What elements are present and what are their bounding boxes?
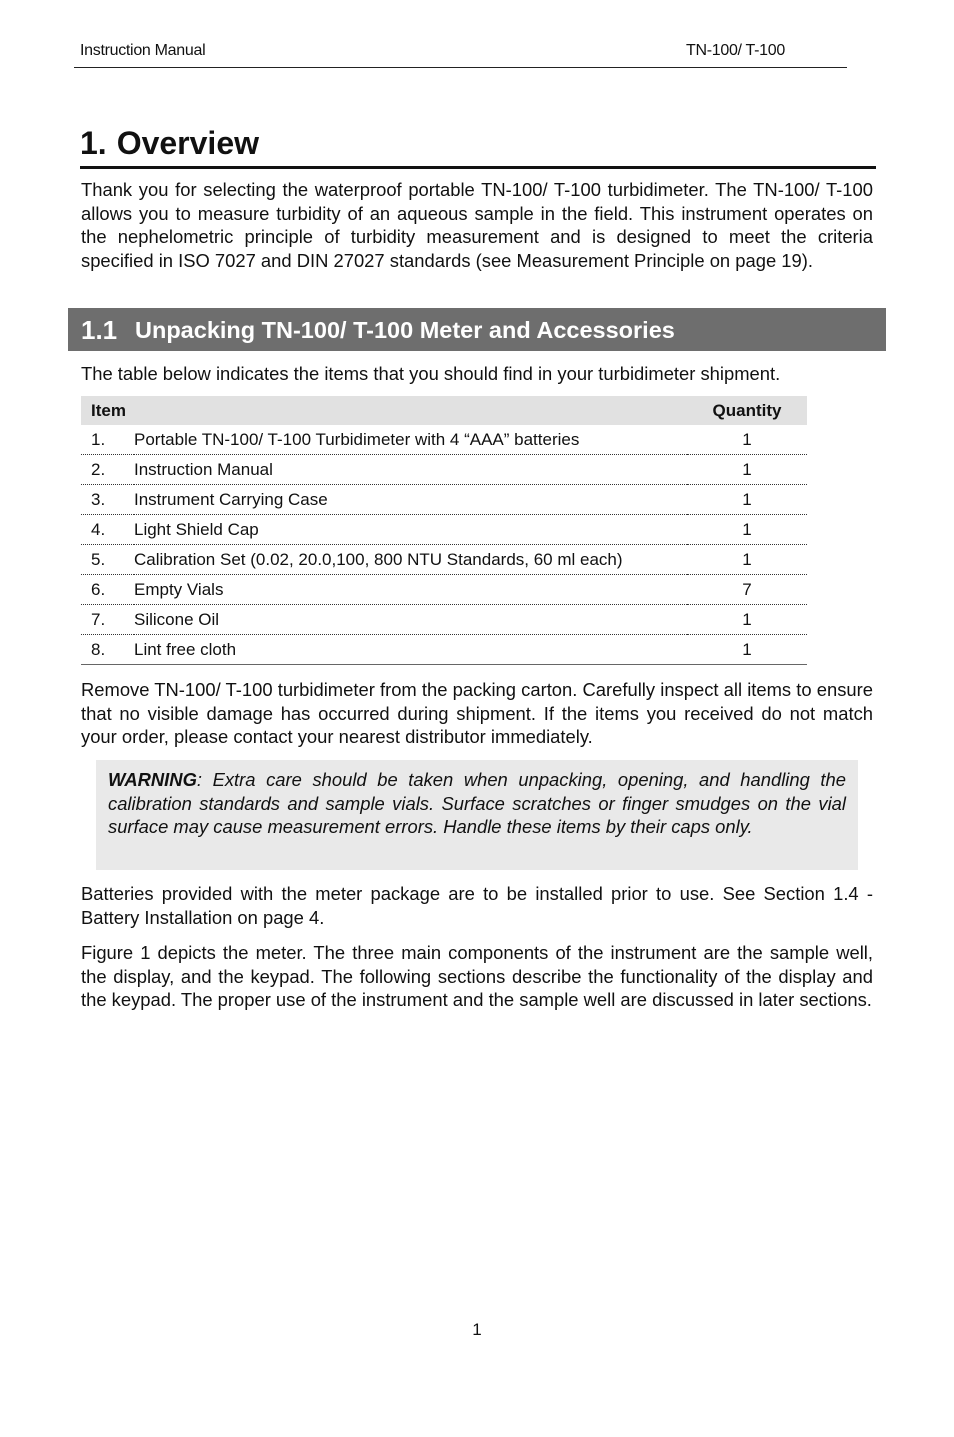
inspection-paragraph: Remove TN-100/ T-100 turbidimeter from the packing carton. Carefully inspect all items to ensure that no visible damage has occurred during shipment. If the items you received do not match your order, please contact your nearest distributor immediately. (81, 679, 873, 748)
table-header-row (81, 396, 807, 425)
row-item: Calibration Set (0.02, 20.0,100, 800 NTU Standards, 60 ml each) (134, 545, 687, 575)
row-quantity: 1 (687, 545, 807, 575)
table-row (81, 515, 807, 545)
running-header (74, 41, 847, 68)
row-quantity: 1 (687, 455, 807, 485)
warning-box (96, 760, 858, 870)
page-number: 1 (472, 1320, 482, 1339)
table-row (81, 425, 807, 455)
row-item: Empty Vials (134, 575, 687, 605)
table-row (81, 605, 807, 635)
row-quantity: 7 (687, 575, 807, 605)
warning-label: WARNING (108, 769, 197, 790)
table-row (81, 635, 807, 665)
section-heading-overview (80, 120, 876, 169)
table-intro-paragraph: The table below indicates the items that you should find in your turbidimeter shipment. (81, 363, 781, 384)
header-model-name: TN-100/ T-100 (686, 42, 785, 59)
warning-body: : Extra care should be taken when unpacking, opening, and handling the calibration standards and sample vials. Surface scratches or finger smudges on the vial surface may cause measurement errors. Handle these items by their caps only. (108, 769, 846, 838)
section-title: Overview (116, 125, 259, 161)
column-header-item: Item (81, 396, 687, 425)
warning-text (108, 768, 846, 839)
row-index: 6. (81, 575, 134, 605)
row-item: Instrument Carrying Case (134, 485, 687, 515)
table-row (81, 485, 807, 515)
subsection-number: 1.1 (81, 315, 118, 345)
shipment-items-table (81, 396, 807, 665)
row-index: 5. (81, 545, 134, 575)
header-manual-title: Instruction Manual (80, 42, 206, 59)
subsection-title: Unpacking TN-100/ T-100 Meter and Accessories (135, 317, 675, 343)
row-index: 1. (81, 425, 134, 455)
batteries-paragraph: Batteries provided with the meter package are to be installed prior to use. See Section 1.4 - Battery Installation on page 4. (81, 883, 873, 928)
subsection-heading-unpacking (68, 308, 886, 351)
row-index: 2. (81, 455, 134, 485)
row-quantity: 1 (687, 605, 807, 635)
column-header-quantity: Quantity (687, 396, 807, 425)
figure-paragraph: Figure 1 depicts the meter. The three main components of the instrument are the sample well, the display, and the keypad. The following sections describe the functionality of the display and the keypad. The proper use of the instrument and the sample well are discussed in later sections. (81, 942, 873, 1011)
table-row (81, 455, 807, 485)
row-quantity: 1 (687, 635, 807, 665)
row-quantity: 1 (687, 485, 807, 515)
row-index: 7. (81, 605, 134, 635)
row-quantity: 1 (687, 425, 807, 455)
section-number: 1. (80, 125, 107, 161)
intro-paragraph: Thank you for selecting the waterproof portable TN-100/ T-100 turbidimeter. The TN-100/ T-100 allows you to measure turbidity of an aqueous sample in the field. This instrument operates on the nephelometric principle of turbidity measurement and is designed to meet the criteria specified in ISO 7027 and DIN 27027 standards (see Measurement Principle on page 19). (81, 179, 873, 271)
row-item: Portable TN-100/ T-100 Turbidimeter with 4 “AAA” batteries (134, 425, 687, 455)
row-item: Silicone Oil (134, 605, 687, 635)
row-item: Lint free cloth (134, 635, 687, 665)
row-item: Light Shield Cap (134, 515, 687, 545)
row-index: 8. (81, 635, 134, 665)
row-item: Instruction Manual (134, 455, 687, 485)
table-row (81, 575, 807, 605)
row-index: 3. (81, 485, 134, 515)
row-quantity: 1 (687, 515, 807, 545)
table-row (81, 545, 807, 575)
row-index: 4. (81, 515, 134, 545)
